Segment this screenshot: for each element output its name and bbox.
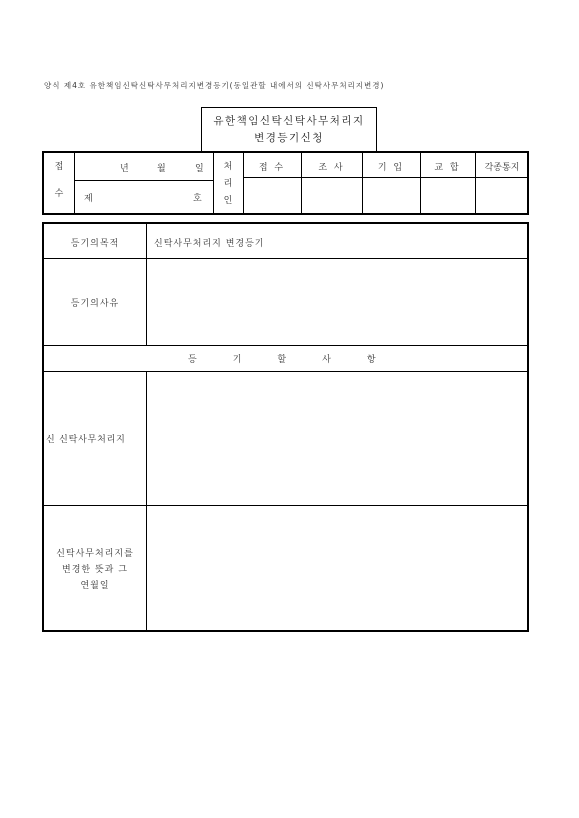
change-label-line: 연월일 bbox=[80, 581, 110, 591]
form-id: 양식 제4호 유한책임신탁신탁사무처리지변경등기(동일관할 내에서의 신탁사무처리지변경) bbox=[44, 81, 385, 90]
processor-label-3: 인 bbox=[223, 196, 233, 206]
change-label bbox=[44, 546, 146, 594]
month-label: 월 bbox=[157, 164, 166, 174]
change-date-field[interactable] bbox=[154, 514, 519, 624]
purpose-label: 등기의목적 bbox=[70, 239, 120, 249]
matters-char: 등 bbox=[188, 355, 197, 365]
receipt-label-bottom: 수 bbox=[54, 189, 64, 199]
number-prefix: 제 bbox=[84, 194, 93, 204]
number-suffix: 호 bbox=[193, 194, 202, 204]
document-title bbox=[201, 107, 377, 151]
matters-char: 기 bbox=[232, 355, 242, 365]
new-office-field[interactable] bbox=[154, 380, 519, 498]
notices-stamp-cell[interactable] bbox=[475, 178, 529, 213]
receipt-label-top: 접 bbox=[54, 162, 64, 172]
change-label-line: 변경한 뜻과 그 bbox=[62, 565, 128, 575]
change-label-line: 신탁사무처리지를 bbox=[56, 549, 134, 559]
reason-field[interactable] bbox=[154, 268, 519, 338]
divider bbox=[74, 180, 213, 181]
year-label: 년 bbox=[120, 164, 129, 174]
matters-char: 항 bbox=[366, 355, 376, 365]
reason-label: 등기의사유 bbox=[70, 299, 120, 309]
header-receipt: 접 수 bbox=[258, 163, 286, 173]
divider bbox=[74, 153, 75, 213]
divider bbox=[44, 505, 527, 506]
title-line-2: 변경등기신청 bbox=[254, 132, 324, 144]
processor-label-2: 리 bbox=[223, 179, 233, 189]
header-entry: 기 입 bbox=[377, 163, 405, 173]
divider bbox=[44, 258, 527, 259]
header-review: 조 사 bbox=[318, 163, 345, 173]
day-label: 일 bbox=[195, 164, 204, 174]
title-line-1: 유한책임신탁신탁사무처리지 bbox=[213, 115, 365, 127]
matters-char: 할 bbox=[277, 355, 287, 365]
review-stamp-cell[interactable] bbox=[301, 178, 362, 213]
divider bbox=[146, 224, 147, 345]
reception-table bbox=[42, 151, 529, 215]
purpose-value[interactable]: 신탁사무처리지 변경등기 bbox=[154, 239, 265, 249]
check-stamp-cell[interactable] bbox=[420, 178, 475, 213]
processor-label-1: 처 bbox=[223, 162, 233, 172]
matters-char: 사 bbox=[322, 355, 331, 365]
application-table bbox=[42, 222, 529, 632]
receipt-stamp-cell[interactable] bbox=[243, 178, 301, 213]
entry-stamp-cell[interactable] bbox=[362, 178, 420, 213]
new-office-label: 신 신탁사무처리지 bbox=[46, 435, 126, 445]
registration-matters-header bbox=[188, 352, 376, 365]
divider bbox=[146, 371, 147, 630]
divider bbox=[44, 345, 527, 346]
divider bbox=[44, 371, 527, 372]
header-check: 교 합 bbox=[434, 163, 461, 173]
header-notices: 각종통지 bbox=[484, 163, 520, 173]
